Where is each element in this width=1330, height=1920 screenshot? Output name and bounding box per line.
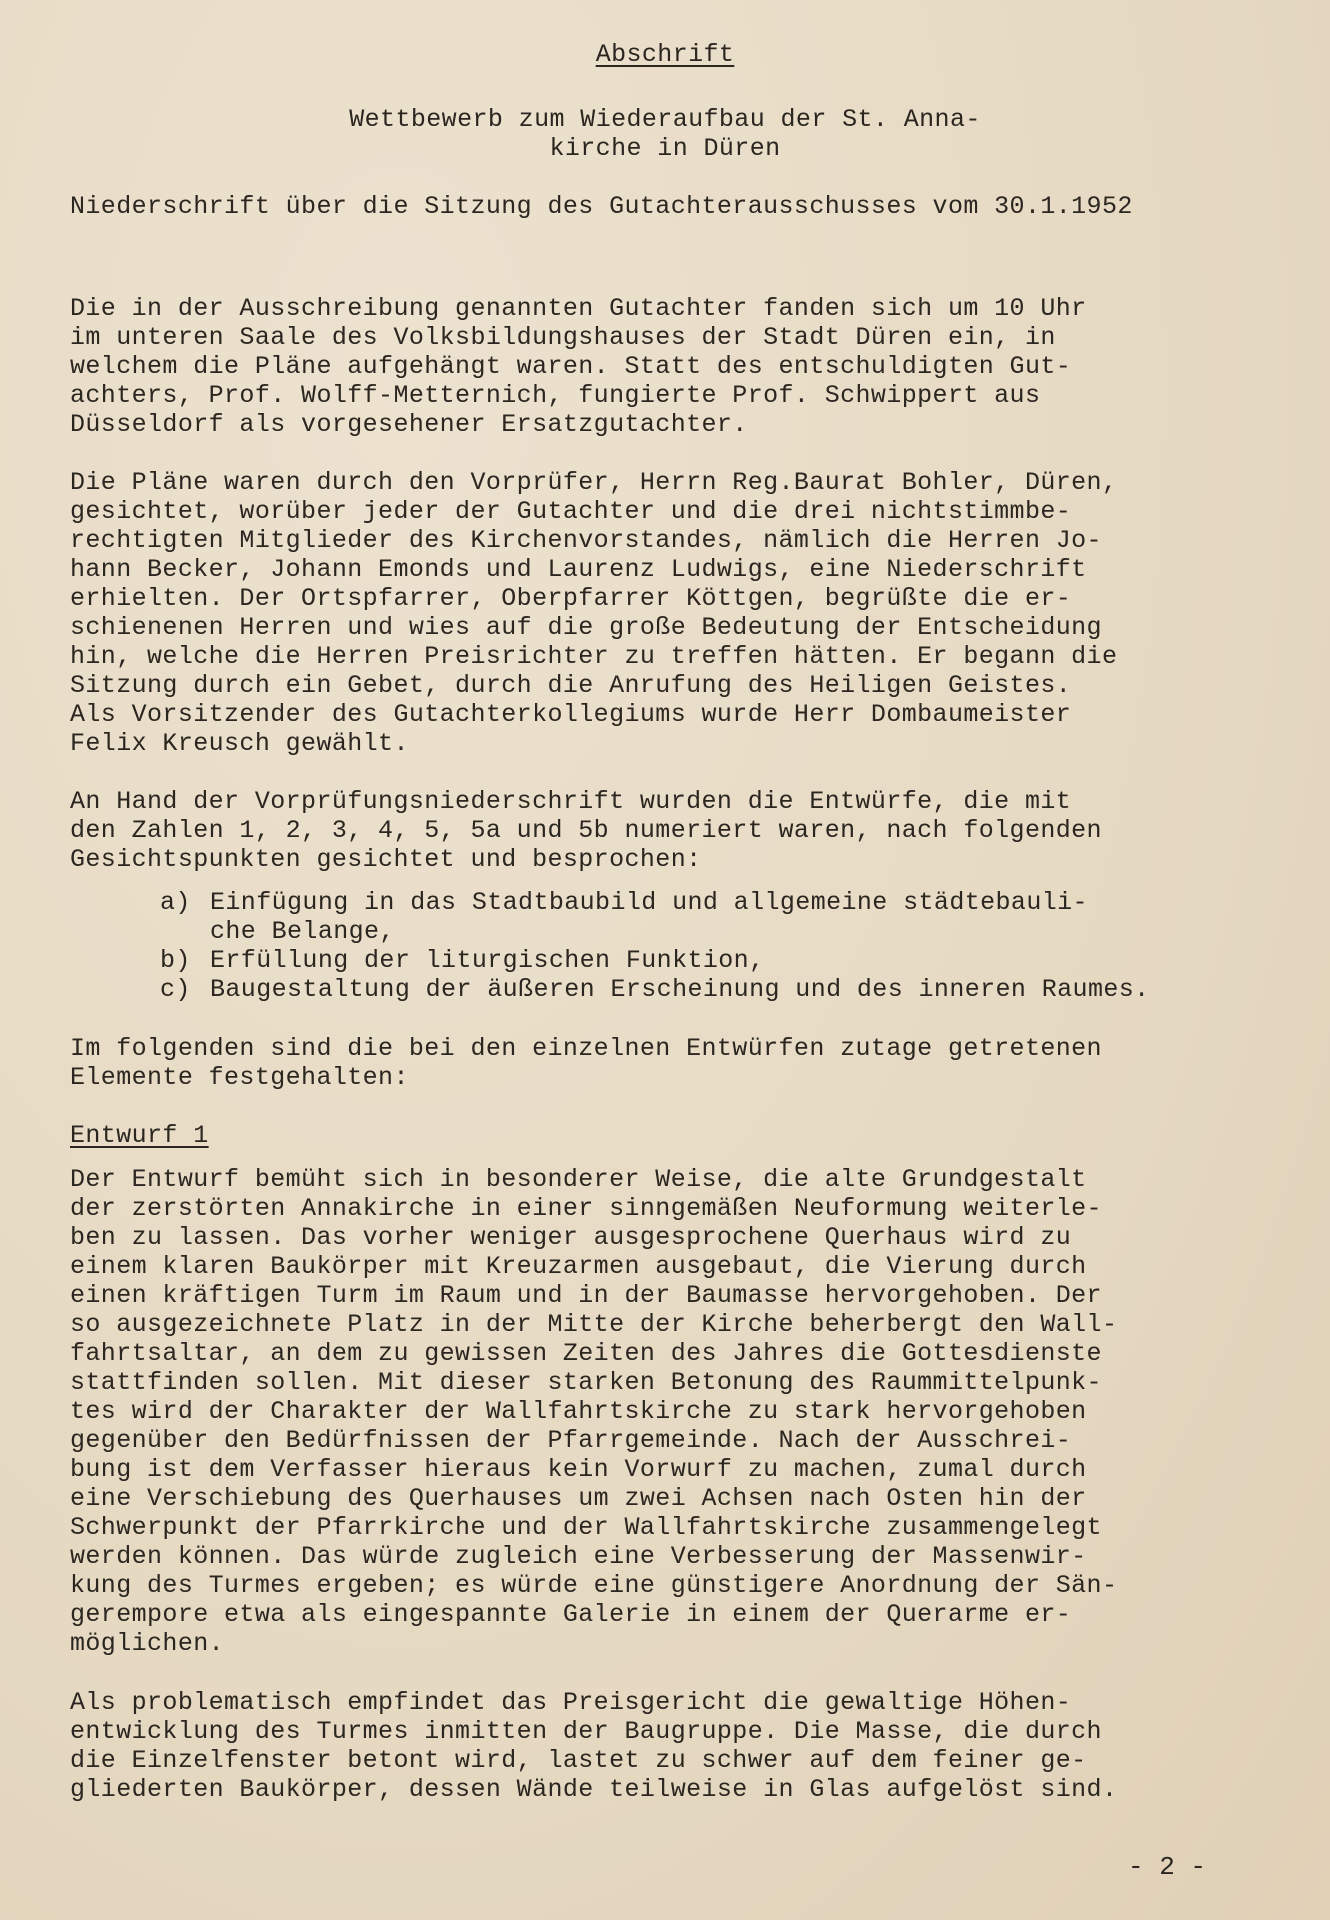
text-line: hann Becker, Johann Emonds und Laurenz Ludwigs, eine Niederschrift <box>70 555 1087 584</box>
list-item-text: che Belange, <box>210 917 395 946</box>
subtitle-line-2: kirche in Düren <box>549 134 781 163</box>
text-line: hin, welche die Herren Preisrichter zu treffen hätten. Er begann die <box>70 642 1118 671</box>
text-line: welchem die Pläne aufgehängt waren. Statt des entschuldigten Gut- <box>70 352 1072 381</box>
text-line: fahrtsaltar, an dem zu gewissen Zeiten des Jahres die Gottesdienste <box>70 1339 1102 1368</box>
text-line: Die in der Ausschreibung genannten Gutachter fanden sich um 10 Uhr <box>70 294 1087 323</box>
text-line: den Zahlen 1, 2, 3, 4, 5, 5a und 5b numeriert waren, nach folgenden <box>70 816 1102 845</box>
text-line: im unteren Saale des Volksbildungshauses der Stadt Düren ein, in <box>70 323 1056 352</box>
text-line: gesichtet, worüber jeder der Gutachter und die drei nichtstimmbe- <box>70 497 1072 526</box>
list-marker: b) <box>160 946 191 975</box>
list-item-text: Erfüllung der liturgischen Funktion, <box>210 946 765 975</box>
subtitle-line-1: Wettbewerb zum Wiederaufbau der St. Anna- <box>349 105 981 134</box>
text-line: gliederten Baukörper, dessen Wände teilweise in Glas aufgelöst sind. <box>70 1775 1118 1804</box>
list-marker: a) <box>160 888 191 917</box>
text-line: entwicklung des Turmes inmitten der Baugruppe. Die Masse, die durch <box>70 1717 1102 1746</box>
text-line: werden können. Das würde zugleich eine Verbesserung der Massenwir- <box>70 1542 1087 1571</box>
text-line: Als problematisch empfindet das Preisgericht die gewaltige Höhen- <box>70 1688 1072 1717</box>
list-item-text: Baugestaltung der äußeren Erscheinung und des inneren Raumes. <box>210 975 1150 1004</box>
text-line: gerempore etwa als eingespannte Galerie in einem der Querarme er- <box>70 1600 1072 1629</box>
text-line: tes wird der Charakter der Wallfahrtskirche zu stark hervorgehoben <box>70 1397 1087 1426</box>
text-line: ben zu lassen. Das vorher weniger ausgesprochene Querhaus wird zu <box>70 1223 1072 1252</box>
list-item-text: Einfügung in das Stadtbaubild und allgemeine städtebauli- <box>210 888 1088 917</box>
text-line: Im folgenden sind die bei den einzelnen Entwürfen zutage getretenen <box>70 1034 1102 1063</box>
text-line: Düsseldorf als vorgesehener Ersatzgutachter. <box>70 410 748 439</box>
text-line: rechtigten Mitglieder des Kirchenvorstandes, nämlich die Herren Jo- <box>70 526 1102 555</box>
text-line: Gesichtspunkten gesichtet und besprochen: <box>70 845 702 874</box>
text-line: eine Verschiebung des Querhauses um zwei Achsen nach Osten hin der <box>70 1484 1087 1513</box>
text-line: Schwerpunkt der Pfarrkirche und der Wallfahrtskirche zusammengelegt <box>70 1513 1102 1542</box>
list-item <box>160 917 395 946</box>
text-line: stattfinden sollen. Mit dieser starken Betonung des Raummittelpunk- <box>70 1368 1102 1397</box>
page-number: - 2 - <box>1128 1852 1207 1882</box>
list-item <box>160 888 1088 917</box>
document-title: Abschrift <box>595 40 735 69</box>
text-line: Elemente festgehalten: <box>70 1063 409 1092</box>
text-line: einem klaren Baukörper mit Kreuzarmen ausgebaut, die Vierung durch <box>70 1252 1087 1281</box>
text-line: gegenüber den Bedürfnissen der Pfarrgemeinde. Nach der Ausschrei- <box>70 1426 1072 1455</box>
text-line: kung des Turmes ergeben; es würde eine günstigere Anordnung der Sän- <box>70 1571 1118 1600</box>
text-line: erhielten. Der Ortspfarrer, Oberpfarrer Köttgen, begrüßte die er- <box>70 584 1072 613</box>
text-line: Als Vorsitzender des Gutachterkollegiums wurde Herr Dombaumeister <box>70 700 1072 729</box>
text-line: schienenen Herren und wies auf die große Bedeutung der Entscheidung <box>70 613 1102 642</box>
text-line: Sitzung durch ein Gebet, durch die Anrufung des Heiligen Geistes. <box>70 671 1072 700</box>
text-line: der zerstörten Annakirche in einer sinngemäßen Neuformung weiterle- <box>70 1194 1102 1223</box>
text-line: Felix Kreusch gewählt. <box>70 729 409 758</box>
text-line: An Hand der Vorprüfungsniederschrift wurden die Entwürfe, die mit <box>70 787 1072 816</box>
text-line: bung ist dem Verfasser hieraus kein Vorwurf zu machen, zumal durch <box>70 1455 1087 1484</box>
list-item <box>160 946 765 975</box>
text-line: so ausgezeichnete Platz in der Mitte der Kirche beherbergt den Wall- <box>70 1310 1118 1339</box>
text-line: möglichen. <box>70 1629 225 1658</box>
list-marker: c) <box>160 975 191 1004</box>
minutes-heading: Niederschrift über die Sitzung des Gutachterausschusses vom 30.1.1952 <box>70 192 1133 221</box>
text-line: die Einzelfenster betont wird, lastet zu schwer auf dem feiner ge- <box>70 1746 1087 1775</box>
text-line: Die Pläne waren durch den Vorprüfer, Herrn Reg.Baurat Bohler, Düren, <box>70 468 1118 497</box>
text-line: Der Entwurf bemüht sich in besonderer Weise, die alte Grundgestalt <box>70 1165 1087 1194</box>
text-line: achters, Prof. Wolff-Metternich, fungierte Prof. Schwippert aus <box>70 381 1041 410</box>
text-line: einen kräftigen Turm im Raum und in der Baumasse hervorgehoben. Der <box>70 1281 1102 1310</box>
list-item <box>160 975 1150 1004</box>
section-heading: Entwurf 1 <box>70 1121 209 1150</box>
